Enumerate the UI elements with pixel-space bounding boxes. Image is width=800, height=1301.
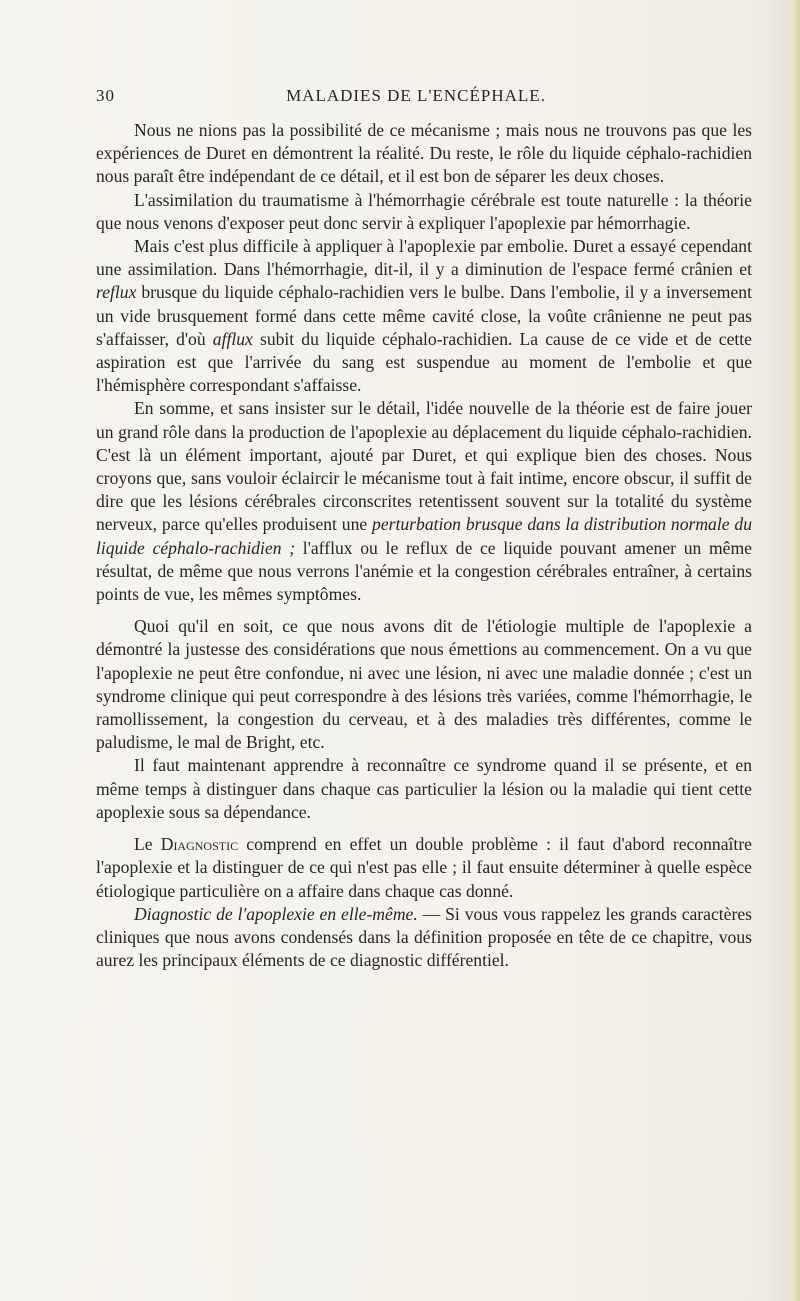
paragraph: L'assimilation du traumatisme à l'hémorrhagie cérébrale est toute naturelle : la théorie que nous venons d'exposer peut donc servir à expliquer l'apoplexie par hémorrhagie. <box>96 189 752 233</box>
paragraph <box>96 903 752 973</box>
paragraph <box>96 235 752 397</box>
paragraph: Il faut maintenant apprendre à reconnaître ce syndrome quand il se présente, et en même temps à distinguer dans chaque cas particulier la lésion ou la maladie qui tient cette apoplexie sous sa dépendance. <box>96 755 752 822</box>
section-heading: Diagnostic de l'apoplexie en elle-même. <box>134 903 418 924</box>
paragraph-text: comprend en effet un double problème : il faut d'abord reconnaître l'apoplexie et la distinguer de ce qui n'est pas elle ; il faut ensuite déterminer à quelle espèce étiologique particulière on a affaire dans chaque cas donné. <box>96 834 752 901</box>
emphasis: afflux <box>212 328 253 349</box>
paragraph-text: l'afflux ou le reflux de ce liquide pouvant amener un même résultat, de même que nous verrons l'anémie et la congestion cérébrales entraîner, à certains points de vue, les mêmes symptômes. <box>96 537 752 605</box>
section-keyword: Diagnostic <box>160 834 239 855</box>
paragraph <box>96 397 752 606</box>
paragraph-text: brusque du liquide céphalo-rachidien vers le bulbe. Dans l'embolie, il y a inversement un vide brusquement formé dans cette même cavité close, la voûte crânienne ne peut pas s'affaisser, d'où <box>96 282 752 349</box>
paragraph: Nous ne nions pas la possibilité de ce mécanisme ; mais nous ne trouvons pas que les expériences de Duret en démontrent la réalité. Du reste, le rôle du liquide céphalo-rachidien nous paraît être indépendant de ce détail, et il est bon de séparer les deux choses. <box>96 120 752 187</box>
body-text <box>96 119 752 972</box>
paragraph-text: Le <box>134 834 161 855</box>
paragraph-text: subit du liquide céphalo-rachidien. La cause de ce vide et de cette aspiration est que l'arrivée du sang est suspendue au moment de l'embolie et que l'hémisphère correspondant s'affaisse. <box>96 328 752 396</box>
paragraph-text: — Si vous vous rappelez les grands caractères cliniques que nous avons condensés dans la définition proposée en tête de ce chapitre, vous aurez les principaux éléments de ce diagnostic différentiel. <box>96 903 753 971</box>
paragraph: Quoi qu'il en soit, ce que nous avons dit de l'étiologie multiple de l'apoplexie a démontré la justesse des considérations que nous émettions au commencement. On a vu que l'apoplexie ne peut être confondue, ni avec une lésion, ni avec une maladie donnée ; c'est un syndrome clinique qui peut correspondre à des lésions très variées, comme l'hémorrhagie, le ramollissement, la congestion du cerveau, et à des maladies très différentes, comme le paludisme, le mal de Bright, etc. <box>96 616 752 753</box>
emphasis: reflux <box>96 282 137 303</box>
running-title: MALADIES DE L'ENCÉPHALE. <box>286 86 546 105</box>
page-number: 30 <box>96 86 115 105</box>
paragraph-text: Mais c'est plus difficile à appliquer à l'apoplexie par embolie. Duret a essayé cependant une assimilation. Dans l'hémorrhagie, dit-il, il y a diminution de l'espace fermé crânien et <box>96 236 752 280</box>
paragraph-text: En somme, et sans insister sur le détail, l'idée nouvelle de la théorie est de faire jouer un grand rôle dans la production de l'apoplexie au déplacement du liquide céphalo-rachidien. C'est là un élément important, ajouté par Duret, et qui explique bien des choses. Nous croyons que, sans vouloir éclaircir le mécanisme tout à fait intime, encore obscur, il suffit de dire que les lésions cérébrales circonscrites retentissent souvent sur la totalité du système nerveux, parce qu'elles produisent une <box>96 398 752 535</box>
page-edge <box>786 0 800 1301</box>
page-header <box>96 86 736 110</box>
emphasis: perturbation brusque dans la distribution normale du liquide céphalo-rachidien ; <box>96 514 752 558</box>
paragraph <box>96 833 752 903</box>
